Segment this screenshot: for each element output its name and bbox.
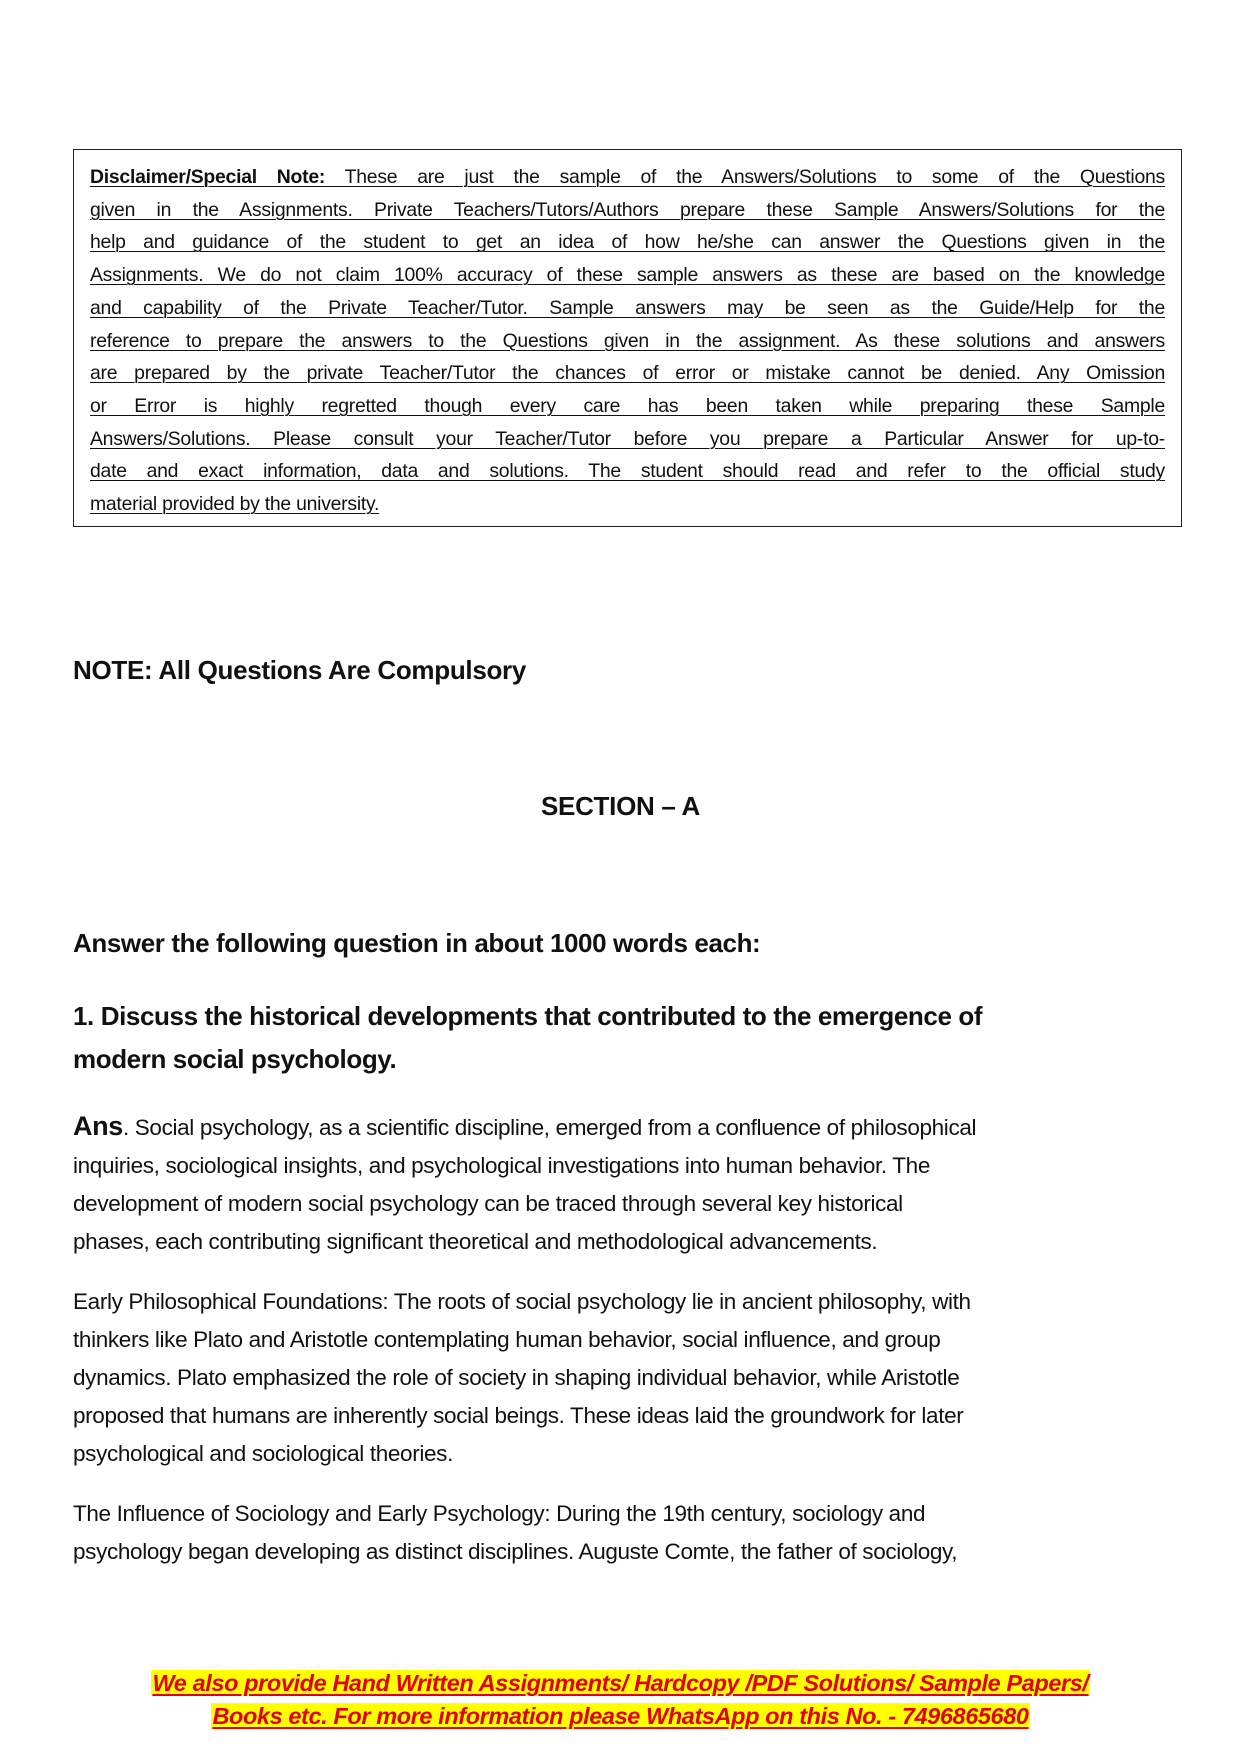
answer-paragraph-intro: [73, 1107, 1173, 1261]
question-line: 1. Discuss the historical developments that contributed to the emergence of: [73, 1001, 983, 1031]
paragraph-line: [73, 1107, 1173, 1147]
disclaimer-line: reference to prepare the answers to the Questions given in the assignment. As these solutions and answers: [90, 329, 1165, 352]
section-heading: SECTION – A: [541, 791, 700, 821]
question-heading: [73, 995, 1173, 1081]
promo-banner: [0, 1667, 1241, 1733]
disclaimer-line: are prepared by the private Teacher/Tutor the chances of error or mistake cannot be denied. Any Omission: [90, 362, 1165, 385]
paragraph-line: dynamics. Plato emphasized the role of society in shaping individual behavior, while Aristotle: [73, 1365, 960, 1390]
paragraph-line-text: . Social psychology, as a scientific discipline, emerged from a confluence of philosophical: [122, 1115, 977, 1140]
disclaimer-line: given in the Assignments. Private Teachers/Tutors/Authors prepare these Sample Answers/Solutions for the: [90, 198, 1165, 221]
paragraph-line: inquiries, sociological insights, and psychological investigations into human behavior. The: [73, 1153, 931, 1178]
disclaimer-line: [90, 161, 1165, 194]
answer-paragraph-influence-sociology: [73, 1495, 1173, 1571]
promo-line: We also provide Hand Written Assignments/ Hardcopy /PDF Solutions/ Sample Papers/: [152, 1670, 1089, 1696]
disclaimer-line: material provided by the university.: [90, 493, 380, 516]
paragraph-line: thinkers like Plato and Aristotle contemplating human behavior, social influence, and group: [73, 1327, 941, 1352]
paragraph-line: Early Philosophical Foundations: The roots of social psychology lie in ancient philosophy, with: [73, 1289, 971, 1314]
disclaimer-lead: Disclaimer/Special Note:: [90, 166, 326, 188]
paragraph-line: The Influence of Sociology and Early Psychology: During the 19th century, sociology and: [73, 1501, 926, 1526]
answer-label: Ans: [73, 1111, 123, 1141]
disclaimer-line-text: These are just the sample of the Answers/Solutions to some of the Questions: [325, 166, 1165, 188]
disclaimer-line: or Error is highly regretted though every care has been taken while preparing these Sample: [90, 394, 1165, 417]
disclaimer-line: help and guidance of the student to get an idea of how he/she can answer the Questions given in the: [90, 231, 1165, 254]
disclaimer-box: [73, 149, 1182, 527]
question-line: modern social psychology.: [73, 1044, 397, 1074]
disclaimer-line: Assignments. We do not claim 100% accuracy of these sample answers as these are based on the knowledge: [90, 264, 1165, 287]
disclaimer-text: [90, 161, 1165, 521]
paragraph-line: proposed that humans are inherently social beings. These ideas laid the groundwork for later: [73, 1403, 964, 1428]
promo-line-contact: Books etc. For more information please WhatsApp on this No. - 7496865680: [212, 1703, 1029, 1729]
paragraph-line: psychological and sociological theories.: [73, 1441, 453, 1466]
paragraph-line: phases, each contributing significant theoretical and methodological advancements.: [73, 1229, 878, 1254]
note-heading: NOTE: All Questions Are Compulsory: [73, 655, 527, 685]
instruction-heading: Answer the following question in about 1000 words each:: [73, 928, 761, 958]
disclaimer-line: Answers/Solutions. Please consult your Teacher/Tutor before you prepare a Particular Answer for up-to-: [90, 427, 1165, 450]
disclaimer-line: date and exact information, data and solutions. The student should read and refer to the official study: [90, 460, 1165, 483]
paragraph-line: development of modern social psychology can be traced through several key historical: [73, 1191, 903, 1216]
disclaimer-line: and capability of the Private Teacher/Tutor. Sample answers may be seen as the Guide/Help for the: [90, 296, 1165, 319]
answer-paragraph-early-philosophical: [73, 1283, 1173, 1473]
paragraph-line: psychology began developing as distinct disciplines. Auguste Comte, the father of sociology,: [73, 1539, 958, 1564]
